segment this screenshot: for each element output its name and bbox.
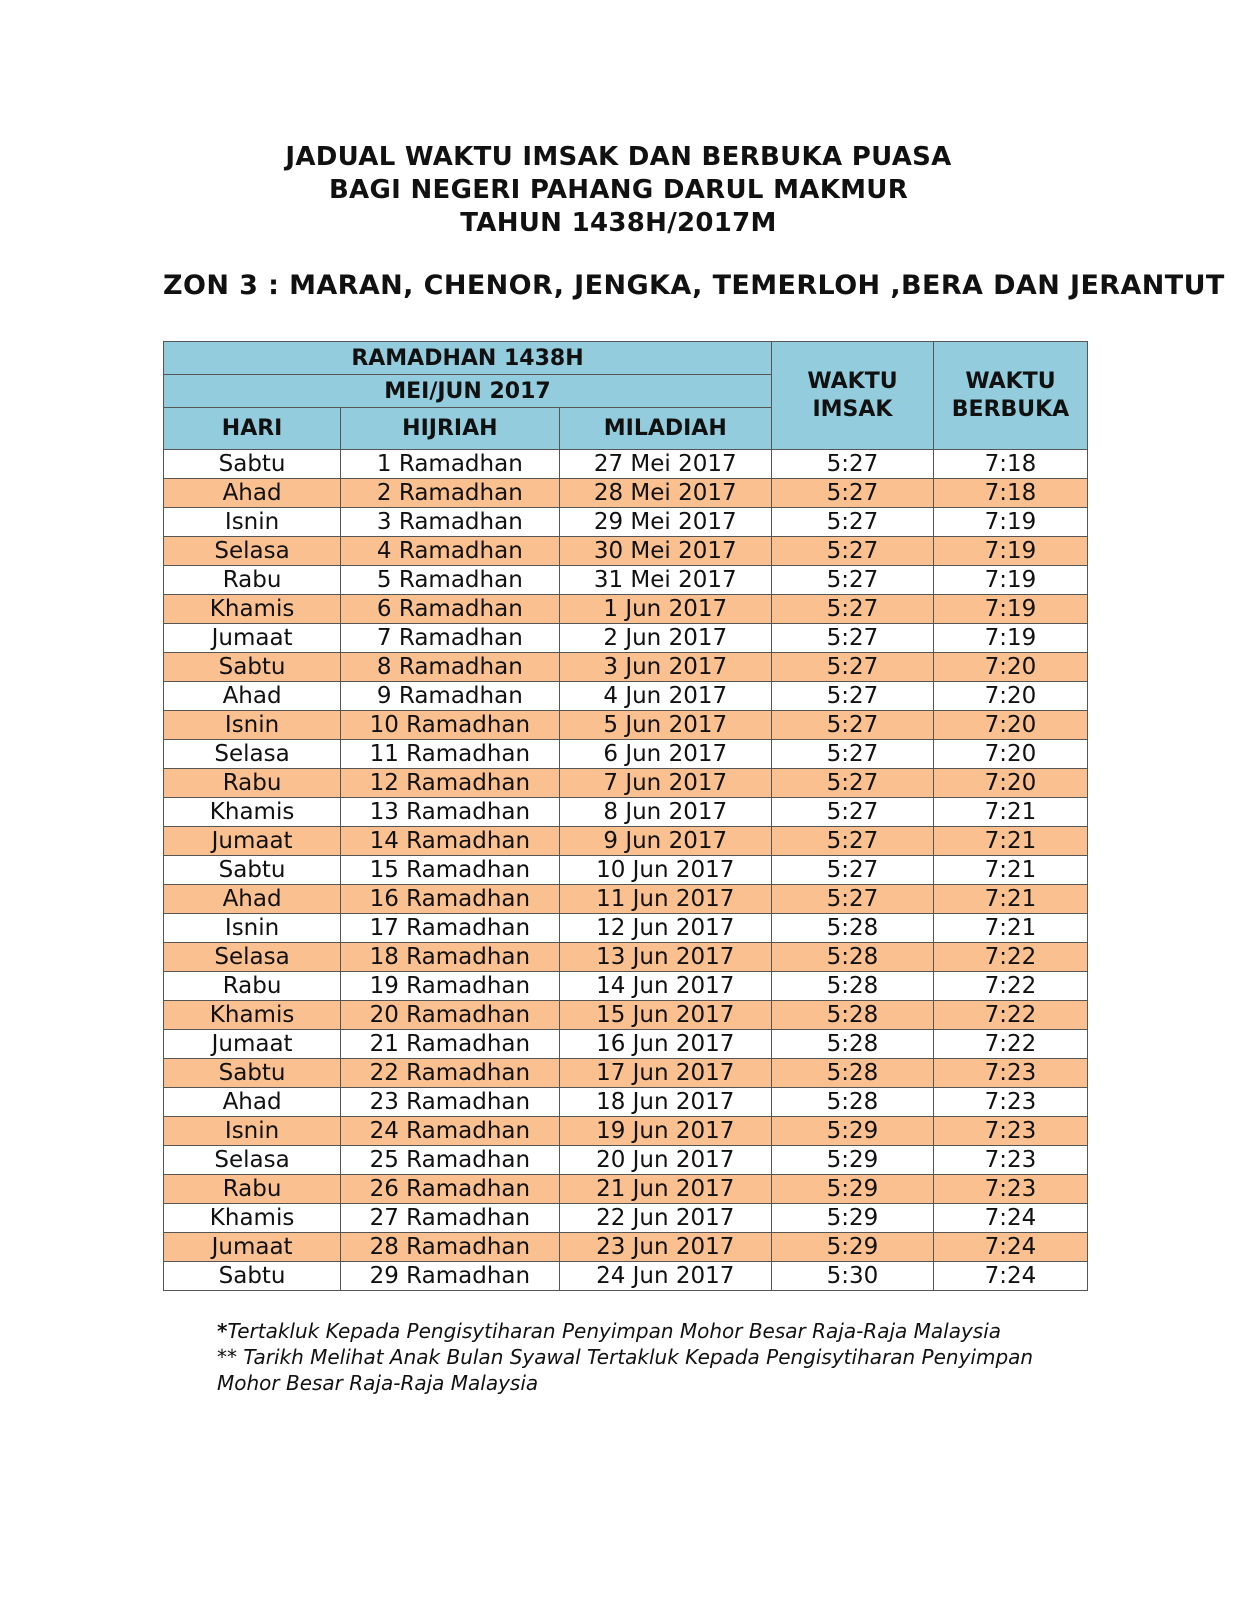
cell-hijriah: 8 Ramadhan — [341, 653, 559, 682]
title-line-1: JADUAL WAKTU IMSAK DAN BERBUKA PUASA — [285, 142, 952, 172]
cell-miladiah: 4 Jun 2017 — [559, 682, 771, 711]
cell-imsak: 5:27 — [771, 827, 933, 856]
table-row — [164, 798, 1088, 827]
table-row — [164, 827, 1088, 856]
table-row — [164, 653, 1088, 682]
cell-hari: Ahad — [164, 479, 341, 508]
cell-hari: Sabtu — [164, 450, 341, 479]
cell-hari: Khamis — [164, 595, 341, 624]
cell-hari: Khamis — [164, 1204, 341, 1233]
header-waktu-berbuka — [933, 342, 1087, 450]
cell-miladiah: 9 Jun 2017 — [559, 827, 771, 856]
cell-hari: Rabu — [164, 566, 341, 595]
cell-berbuka: 7:21 — [933, 885, 1087, 914]
cell-hari: Rabu — [164, 972, 341, 1001]
cell-berbuka: 7:18 — [933, 450, 1087, 479]
cell-hari: Sabtu — [164, 1262, 341, 1291]
cell-miladiah: 6 Jun 2017 — [559, 740, 771, 769]
cell-hijriah: 25 Ramadhan — [341, 1146, 559, 1175]
table-row — [164, 943, 1088, 972]
title-line-2: BAGI NEGERI PAHANG DARUL MAKMUR — [328, 175, 909, 205]
schedule-table — [163, 341, 1088, 1291]
document-title — [0, 141, 1237, 240]
cell-berbuka: 7:19 — [933, 508, 1087, 537]
cell-berbuka: 7:21 — [933, 798, 1087, 827]
cell-hijriah: 6 Ramadhan — [341, 595, 559, 624]
cell-hijriah: 23 Ramadhan — [341, 1088, 559, 1117]
table-row — [164, 682, 1088, 711]
cell-imsak: 5:27 — [771, 711, 933, 740]
cell-imsak: 5:28 — [771, 1088, 933, 1117]
cell-hari: Selasa — [164, 1146, 341, 1175]
header-imsak-line1: WAKTU — [807, 368, 898, 394]
cell-miladiah: 1 Jun 2017 — [559, 595, 771, 624]
cell-berbuka: 7:19 — [933, 537, 1087, 566]
cell-miladiah: 17 Jun 2017 — [559, 1059, 771, 1088]
footnote-1 — [217, 1318, 1033, 1344]
cell-berbuka: 7:20 — [933, 740, 1087, 769]
cell-berbuka: 7:21 — [933, 827, 1087, 856]
cell-imsak: 5:28 — [771, 943, 933, 972]
cell-berbuka: 7:20 — [933, 682, 1087, 711]
cell-imsak: 5:28 — [771, 1059, 933, 1088]
table-row — [164, 972, 1088, 1001]
cell-imsak: 5:27 — [771, 885, 933, 914]
cell-berbuka: 7:22 — [933, 1030, 1087, 1059]
header-month: MEI/JUN 2017 — [164, 375, 772, 408]
cell-hari: Isnin — [164, 508, 341, 537]
cell-miladiah: 7 Jun 2017 — [559, 769, 771, 798]
cell-imsak: 5:29 — [771, 1233, 933, 1262]
table-row — [164, 1117, 1088, 1146]
cell-imsak: 5:27 — [771, 508, 933, 537]
cell-imsak: 5:27 — [771, 479, 933, 508]
cell-hari: Rabu — [164, 1175, 341, 1204]
cell-miladiah: 23 Jun 2017 — [559, 1233, 771, 1262]
cell-hari: Selasa — [164, 537, 341, 566]
table-row — [164, 711, 1088, 740]
cell-hari: Sabtu — [164, 653, 341, 682]
table-row — [164, 1088, 1088, 1117]
cell-imsak: 5:28 — [771, 914, 933, 943]
cell-hijriah: 2 Ramadhan — [341, 479, 559, 508]
header-ramadhan: RAMADHAN 1438H — [164, 342, 772, 375]
cell-hijriah: 22 Ramadhan — [341, 1059, 559, 1088]
cell-hijriah: 12 Ramadhan — [341, 769, 559, 798]
cell-miladiah: 14 Jun 2017 — [559, 972, 771, 1001]
cell-miladiah: 28 Mei 2017 — [559, 479, 771, 508]
cell-imsak: 5:29 — [771, 1117, 933, 1146]
cell-berbuka: 7:21 — [933, 856, 1087, 885]
cell-hari: Sabtu — [164, 856, 341, 885]
footnote-1-star: * — [217, 1319, 228, 1343]
cell-miladiah: 29 Mei 2017 — [559, 508, 771, 537]
cell-hari: Selasa — [164, 740, 341, 769]
cell-miladiah: 18 Jun 2017 — [559, 1088, 771, 1117]
cell-berbuka: 7:22 — [933, 943, 1087, 972]
table-row — [164, 566, 1088, 595]
cell-hijriah: 7 Ramadhan — [341, 624, 559, 653]
cell-hijriah: 20 Ramadhan — [341, 1001, 559, 1030]
table-row — [164, 769, 1088, 798]
table-row — [164, 1146, 1088, 1175]
table-row — [164, 914, 1088, 943]
cell-hari: Jumaat — [164, 1233, 341, 1262]
cell-imsak: 5:27 — [771, 450, 933, 479]
cell-hijriah: 1 Ramadhan — [341, 450, 559, 479]
zone-heading: ZON 3 : MARAN, CHENOR, JENGKA, TEMERLOH ,BERA DAN JERANTUT — [163, 270, 1225, 301]
cell-hijriah: 18 Ramadhan — [341, 943, 559, 972]
cell-hijriah: 14 Ramadhan — [341, 827, 559, 856]
footnote-1-text: Tertakluk Kepada Pengisytiharan Penyimpan Mohor Besar Raja-Raja Malaysia — [227, 1319, 1002, 1343]
cell-hijriah: 26 Ramadhan — [341, 1175, 559, 1204]
cell-imsak: 5:27 — [771, 856, 933, 885]
cell-imsak: 5:27 — [771, 624, 933, 653]
cell-berbuka: 7:23 — [933, 1059, 1087, 1088]
cell-hijriah: 21 Ramadhan — [341, 1030, 559, 1059]
cell-imsak: 5:28 — [771, 1001, 933, 1030]
header-hari: HARI — [164, 408, 341, 450]
cell-miladiah: 24 Jun 2017 — [559, 1262, 771, 1291]
cell-imsak: 5:27 — [771, 740, 933, 769]
cell-hari: Rabu — [164, 769, 341, 798]
cell-miladiah: 3 Jun 2017 — [559, 653, 771, 682]
cell-hijriah: 15 Ramadhan — [341, 856, 559, 885]
cell-berbuka: 7:22 — [933, 1001, 1087, 1030]
schedule-rows — [164, 450, 1088, 1291]
cell-miladiah: 27 Mei 2017 — [559, 450, 771, 479]
cell-hari: Isnin — [164, 1117, 341, 1146]
cell-miladiah: 20 Jun 2017 — [559, 1146, 771, 1175]
cell-miladiah: 31 Mei 2017 — [559, 566, 771, 595]
cell-imsak: 5:27 — [771, 566, 933, 595]
cell-hijriah: 29 Ramadhan — [341, 1262, 559, 1291]
cell-berbuka: 7:24 — [933, 1262, 1087, 1291]
cell-hijriah: 13 Ramadhan — [341, 798, 559, 827]
cell-imsak: 5:29 — [771, 1146, 933, 1175]
cell-berbuka: 7:18 — [933, 479, 1087, 508]
cell-miladiah: 8 Jun 2017 — [559, 798, 771, 827]
cell-hijriah: 17 Ramadhan — [341, 914, 559, 943]
cell-hari: Sabtu — [164, 1059, 341, 1088]
cell-hari: Jumaat — [164, 827, 341, 856]
cell-hari: Ahad — [164, 885, 341, 914]
cell-hijriah: 28 Ramadhan — [341, 1233, 559, 1262]
cell-hari: Isnin — [164, 711, 341, 740]
table-row — [164, 1001, 1088, 1030]
cell-imsak: 5:27 — [771, 682, 933, 711]
cell-hari: Khamis — [164, 798, 341, 827]
table-row — [164, 479, 1088, 508]
cell-miladiah: 22 Jun 2017 — [559, 1204, 771, 1233]
cell-miladiah: 11 Jun 2017 — [559, 885, 771, 914]
cell-imsak: 5:27 — [771, 798, 933, 827]
cell-miladiah: 13 Jun 2017 — [559, 943, 771, 972]
header-berbuka-line1: WAKTU — [965, 368, 1056, 394]
cell-hijriah: 10 Ramadhan — [341, 711, 559, 740]
cell-hijriah: 11 Ramadhan — [341, 740, 559, 769]
cell-imsak: 5:27 — [771, 769, 933, 798]
cell-berbuka: 7:23 — [933, 1175, 1087, 1204]
cell-hari: Selasa — [164, 943, 341, 972]
cell-miladiah: 10 Jun 2017 — [559, 856, 771, 885]
cell-hijriah: 19 Ramadhan — [341, 972, 559, 1001]
cell-miladiah: 21 Jun 2017 — [559, 1175, 771, 1204]
cell-hijriah: 27 Ramadhan — [341, 1204, 559, 1233]
table-row — [164, 508, 1088, 537]
cell-miladiah: 15 Jun 2017 — [559, 1001, 771, 1030]
cell-berbuka: 7:19 — [933, 566, 1087, 595]
cell-hijriah: 24 Ramadhan — [341, 1117, 559, 1146]
cell-berbuka: 7:19 — [933, 595, 1087, 624]
cell-imsak: 5:29 — [771, 1204, 933, 1233]
table-row — [164, 537, 1088, 566]
header-miladiah: MILADIAH — [559, 408, 771, 450]
table-row — [164, 856, 1088, 885]
cell-miladiah: 16 Jun 2017 — [559, 1030, 771, 1059]
header-hijriah: HIJRIAH — [341, 408, 559, 450]
table-row — [164, 1204, 1088, 1233]
cell-hari: Jumaat — [164, 1030, 341, 1059]
cell-imsak: 5:28 — [771, 1030, 933, 1059]
cell-imsak: 5:27 — [771, 653, 933, 682]
table-row — [164, 1175, 1088, 1204]
cell-hijriah: 16 Ramadhan — [341, 885, 559, 914]
cell-miladiah: 12 Jun 2017 — [559, 914, 771, 943]
table-row — [164, 624, 1088, 653]
table-row — [164, 450, 1088, 479]
header-imsak-line2: IMSAK — [812, 396, 893, 422]
cell-berbuka: 7:23 — [933, 1117, 1087, 1146]
cell-miladiah: 5 Jun 2017 — [559, 711, 771, 740]
cell-berbuka: 7:21 — [933, 914, 1087, 943]
cell-berbuka: 7:22 — [933, 972, 1087, 1001]
cell-hari: Isnin — [164, 914, 341, 943]
cell-imsak: 5:27 — [771, 537, 933, 566]
cell-berbuka: 7:19 — [933, 624, 1087, 653]
cell-imsak: 5:28 — [771, 972, 933, 1001]
footnotes — [217, 1318, 1033, 1396]
table-row — [164, 1262, 1088, 1291]
title-line-3: TAHUN 1438H/2017M — [460, 208, 777, 238]
table-row — [164, 1059, 1088, 1088]
cell-hijriah: 4 Ramadhan — [341, 537, 559, 566]
cell-hari: Ahad — [164, 682, 341, 711]
cell-miladiah: 19 Jun 2017 — [559, 1117, 771, 1146]
table-row — [164, 1030, 1088, 1059]
cell-hijriah: 5 Ramadhan — [341, 566, 559, 595]
cell-imsak: 5:30 — [771, 1262, 933, 1291]
cell-berbuka: 7:23 — [933, 1146, 1087, 1175]
cell-hari: Jumaat — [164, 624, 341, 653]
footnote-2-line-1: ** Tarikh Melihat Anak Bulan Syawal Tertakluk Kepada Pengisytiharan Penyimpan — [217, 1345, 1034, 1369]
cell-berbuka: 7:24 — [933, 1204, 1087, 1233]
cell-hari: Khamis — [164, 1001, 341, 1030]
cell-imsak: 5:29 — [771, 1175, 933, 1204]
header-waktu-imsak — [771, 342, 933, 450]
cell-berbuka: 7:24 — [933, 1233, 1087, 1262]
table-row — [164, 885, 1088, 914]
footnote-2-line-2: Mohor Besar Raja-Raja Malaysia — [217, 1371, 539, 1395]
cell-hijriah: 3 Ramadhan — [341, 508, 559, 537]
cell-imsak: 5:27 — [771, 595, 933, 624]
table-row — [164, 740, 1088, 769]
table-row — [164, 1233, 1088, 1262]
cell-berbuka: 7:20 — [933, 769, 1087, 798]
cell-berbuka: 7:20 — [933, 711, 1087, 740]
table-row — [164, 595, 1088, 624]
header-berbuka-line2: BERBUKA — [951, 396, 1070, 422]
cell-miladiah: 2 Jun 2017 — [559, 624, 771, 653]
cell-hari: Ahad — [164, 1088, 341, 1117]
cell-hijriah: 9 Ramadhan — [341, 682, 559, 711]
cell-berbuka: 7:20 — [933, 653, 1087, 682]
cell-berbuka: 7:23 — [933, 1088, 1087, 1117]
cell-miladiah: 30 Mei 2017 — [559, 537, 771, 566]
